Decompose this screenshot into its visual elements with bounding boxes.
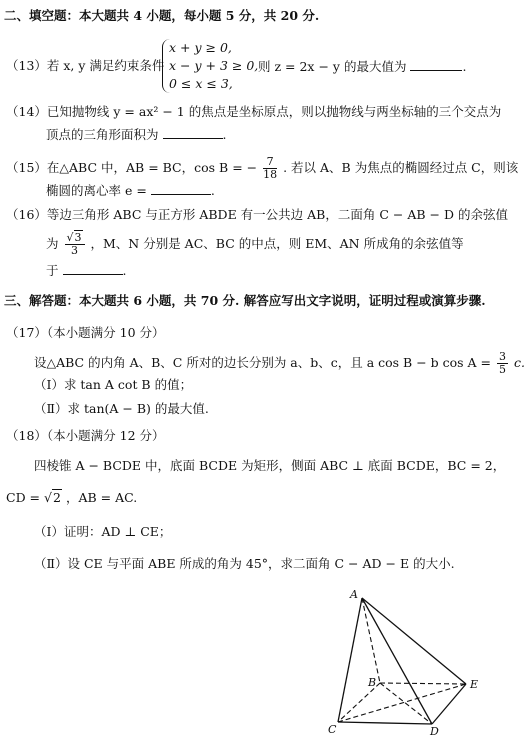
q14-line1: （14）已知抛物线 y = ax² − 1 的焦点是坐标原点，则以抛物线与两坐标轴的三个交点为 <box>6 104 502 119</box>
q16-line1: （16）等边三角形 ABC 与正方形 ABDE 有一公共边 AB，二面角 C − AB − D 的余弦值 <box>6 207 508 222</box>
section2-title: 二、填空题：本大题共 4 小题，每小题 5 分，共 20 分. <box>4 8 320 23</box>
q13-constraint-3: 0 ≤ x ≤ 3, <box>169 76 233 91</box>
q15-line1-a: （15）在△ABC 中，AB = BC，cos B = − <box>6 160 258 175</box>
q17-frac-num: 3 <box>499 350 507 363</box>
q18-line1: 四棱锥 A − BCDE 中，底面 BCDE 为矩形，侧面 ABC ⊥ 底面 BCDE，BC = 2， <box>34 458 506 473</box>
label-B: B <box>368 676 377 689</box>
q13-tail: 则 z = 2x − y 的最大值为 <box>258 59 407 74</box>
q15-line2: 椭圆的离心率 e = . <box>46 183 215 198</box>
q18-sqrt: √2 <box>44 490 61 505</box>
edge-BE-hidden <box>380 683 466 684</box>
label-E: E <box>470 678 479 691</box>
q14-line2-text: 顶点的三角形面积为 <box>46 127 159 142</box>
q16-line3-text: 于 <box>46 263 59 278</box>
q17-header: （17）（本小题满分 10 分） <box>6 325 165 340</box>
q18-part2: （Ⅱ）设 CE 与平面 ABE 所成的角为 45°，求二面角 C − AD − E 的大小. <box>34 556 455 571</box>
q15-frac-den: 18 <box>263 168 278 181</box>
q17-stem-a: 设△ABC 的内角 A、B、C 所对的边长分别为 a、b、c，且 a cos B − b cos A = <box>34 355 492 370</box>
q13-constraint-1: x + y ≥ 0, <box>169 40 232 55</box>
q16-frac-den: 3 <box>71 244 78 257</box>
q16-frac-num: √3 <box>65 232 85 245</box>
q15-line2-text: 椭圆的离心率 e = <box>46 183 147 198</box>
q15-line1-b: . 若以 A、B 为焦点的椭圆经过点 C，则该 <box>283 160 519 175</box>
section3-title: 三、解答题：本大题共 6 小题，共 70 分. 解答应写出文字说明，证明过程或演算步骤. <box>4 293 486 308</box>
q18-header: （18）（本小题满分 12 分） <box>6 428 165 443</box>
q16-line2-b: ，M、N 分别是 AC、BC 的中点，则 EM、AN 所成角的余弦值等 <box>90 236 464 251</box>
q13-question: 则 z = 2x − y 的最大值为 . <box>258 59 467 74</box>
q17-part2: （Ⅱ）求 tan(A − B) 的最大值. <box>34 401 209 416</box>
q15-frac-num: 7 <box>263 156 277 169</box>
label-C: C <box>328 723 337 736</box>
q17-stem-b: c. <box>514 355 525 370</box>
label-A: A <box>350 588 358 601</box>
q16-line2-a: 为 <box>46 236 59 251</box>
edge-CD <box>338 722 432 724</box>
edge-DE <box>432 684 466 724</box>
edge-AD <box>362 598 432 724</box>
q17-part1: （Ⅰ）求 tan A cot B 的值； <box>34 377 193 392</box>
q18-sqrt-val: 2 <box>53 490 61 505</box>
q18-part1: （Ⅰ）证明：AD ⊥ CE； <box>34 524 172 539</box>
edge-CE-hidden <box>338 684 466 722</box>
q16-sqrt-val: 3 <box>74 231 82 244</box>
q14-line2: 顶点的三角形面积为 . <box>46 127 227 142</box>
edge-BD-hidden <box>380 683 432 724</box>
q18-line2-b: ，AB = AC. <box>65 490 138 505</box>
q18-line2-a: CD = <box>6 490 41 505</box>
q13-lead: （13）若 x, y 满足约束条件 <box>6 58 165 73</box>
edge-AC <box>338 598 362 722</box>
q17-frac-den: 5 <box>499 363 507 376</box>
label-D: D <box>430 725 439 738</box>
q13-constraint-2: x − y + 3 ≥ 0, <box>169 58 259 73</box>
q16-line3: 于 . <box>46 263 127 278</box>
